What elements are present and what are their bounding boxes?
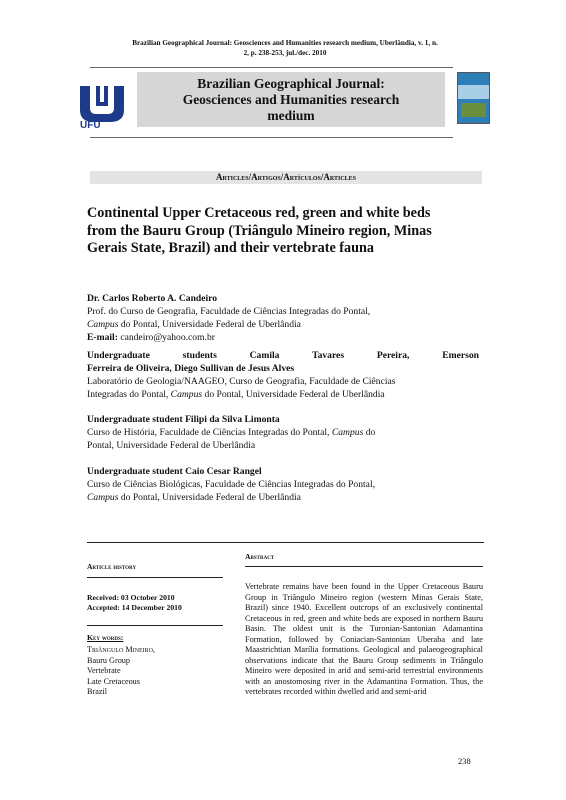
affiliation-line xyxy=(87,318,479,331)
article-history-rule xyxy=(87,577,223,578)
abstract-rule xyxy=(245,566,483,567)
author-names-line-2: Ferreira de Oliveira, Diego Sullivan de Jesus Alves xyxy=(87,363,295,374)
affiliation-text: Integradas do Pontal, xyxy=(87,389,171,400)
campus-italic: Campus xyxy=(170,389,203,400)
keywords-heading: Key words: xyxy=(87,633,124,642)
affiliation-line: Curso de Ciências Biológicas, Faculdade de Ciências Integradas do Pontal, xyxy=(87,479,376,490)
journal-title-line-2: Geosciences and Humanities research xyxy=(182,91,400,107)
campus-italic: Campus xyxy=(87,319,119,330)
campus-italic: Campus xyxy=(87,492,119,503)
affiliation-line: Prof. do Curso de Geografia, Faculdade de Ciências Integradas do Pontal, xyxy=(87,306,371,317)
email-address[interactable]: candeiro@yahoo.com.br xyxy=(117,332,215,343)
affiliation-text: do Pontal, Universidade Federal de Uberlândia xyxy=(202,389,385,400)
author-block-3 xyxy=(87,413,479,452)
author-block-1 xyxy=(87,292,479,344)
section-bar: Articles/Artigos/Artículos/Articles xyxy=(90,171,482,184)
author-name: Undergraduate student Filipi da Silva Limonta xyxy=(87,414,280,425)
received-date: Received: 03 October 2010 xyxy=(87,593,175,602)
affiliation-text: do Pontal, Universidade Federal de Uberlândia xyxy=(118,492,301,503)
author-name: Undergraduate student Caio Cesar Rangel xyxy=(87,466,262,477)
journal-cover-image xyxy=(457,72,490,124)
keyword-item: Triângulo Mineiro, xyxy=(87,645,156,654)
author-names-line-1: Undergraduate students Camila Tavares Pereira, Emerson xyxy=(87,350,479,361)
affiliation-line: Pontal, Universidade Federal de Uberlândia xyxy=(87,440,256,451)
affiliation-text: Curso de História, Faculdade de Ciências Integradas do Pontal, xyxy=(87,427,332,438)
header-rule-bottom xyxy=(90,137,453,138)
keyword-item: Late Cretaceous xyxy=(87,676,140,686)
author-block-2 xyxy=(87,349,479,401)
article-history-heading: Article history xyxy=(87,562,137,571)
keyword-item: Bauru Group xyxy=(87,655,130,665)
header-rule-top xyxy=(90,67,453,68)
affiliation-line xyxy=(87,491,479,504)
author-name: Dr. Carlos Roberto A. Candeiro xyxy=(87,293,218,304)
ufu-logo-text: UFU xyxy=(80,120,101,131)
article-history-dates xyxy=(87,593,182,613)
header-line-2: 2, p. 238-253, jul./dec. 2010 xyxy=(243,49,327,57)
journal-title-line-3: medium xyxy=(267,107,315,123)
affiliation-text: do Pontal, Universidade Federal de Uberlândia xyxy=(118,319,301,330)
email-label: E-mail: xyxy=(87,332,118,343)
article-info-rule xyxy=(87,542,484,543)
title-line-3: Gerais State, Brazil) and their vertebrate fauna xyxy=(87,240,374,256)
author-block-4 xyxy=(87,465,479,504)
affiliation-text: do xyxy=(363,427,376,438)
abstract-text: Vertebrate remains have been found in the Upper Cretaceous Bauru Group in Triângulo Mineiro region (western Minas Gerais State, Brazil) since 1940. Excellent outcrops of an exclusively continental Cretaceous in red, green and white beds are exposed in northern Bauru Basin. The oldest unit is the Turonian-Santonian Adamantina Formation, followed by Coniacian-Santonian Uberaba and late Maastrichtian Marília formations. Geological and palaeogeographical observations indicate that the Bauru Group sediments in Triângulo Mineiro were deposited in arid and semi-arid terrestrial environments with an anostomosing river in the Adamantina Formation. Thus, the vertebrates recorded within dwelled arid and semi-arid xyxy=(245,582,483,696)
title-line-1: Continental Upper Cretaceous red, green and white beds xyxy=(87,205,431,221)
email-line xyxy=(87,331,479,344)
title-line-2: from the Bauru Group (Triângulo Mineiro region, Minas xyxy=(87,222,432,239)
accepted-date: Accepted: 14 December 2010 xyxy=(87,603,182,612)
header-line-1: Brazilian Geographical Journal: Geosciences and Humanities research medium, Uberlândia, v. 1, n. xyxy=(132,39,438,47)
keyword-item: Brazil xyxy=(87,687,108,696)
affiliation-line: Laboratório de Geologia/NAAGEO, Curso de Geografia, Faculdade de Ciências xyxy=(87,376,396,387)
journal-citation-header xyxy=(70,38,500,58)
page-number: 238 xyxy=(458,756,471,766)
journal-title-box xyxy=(137,72,445,127)
abstract-heading: Abstract xyxy=(245,552,275,561)
affiliation-line xyxy=(87,426,479,439)
campus-italic: Campus xyxy=(331,427,364,438)
keyword-item: Vertebrate xyxy=(87,666,121,675)
journal-title-line-1: Brazilian Geographical Journal: xyxy=(197,75,385,91)
keywords-rule xyxy=(87,625,223,626)
keywords-list xyxy=(87,645,155,698)
article-title xyxy=(87,205,487,258)
affiliation-line xyxy=(87,388,479,401)
